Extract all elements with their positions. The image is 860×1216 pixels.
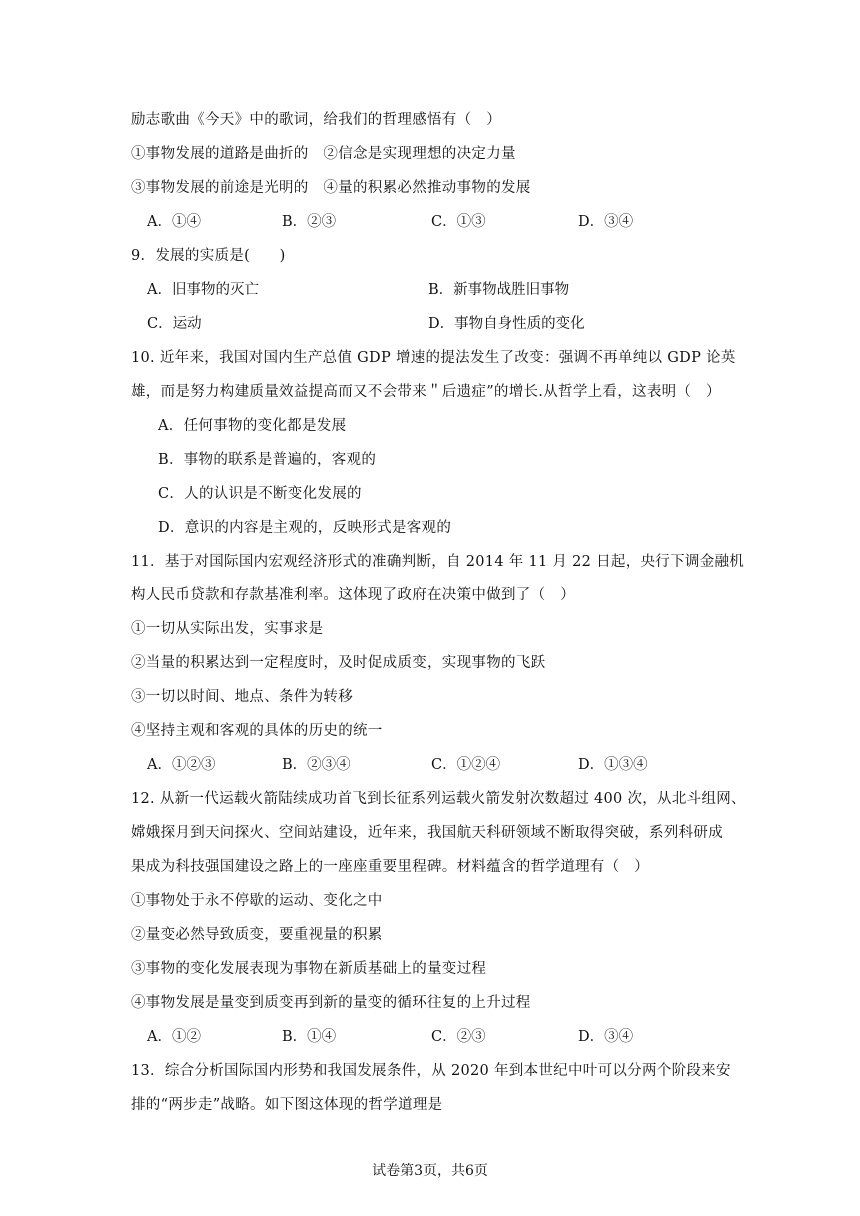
q12-statement: ①事物处于永不停歇的运动、变化之中 bbox=[131, 893, 383, 909]
q9-stem: 9．发展的实质是( ) bbox=[131, 248, 286, 264]
q11-stem-line: 11．基于对国际国内宏观经济形式的准确判断，自 2014 年 11 月 22 日起，央行下调金融机 bbox=[131, 554, 745, 570]
page-footer: 试卷第3页，共6页 bbox=[372, 1163, 488, 1179]
q8-option-c: C．①③ bbox=[431, 214, 486, 230]
q10-option-d: D．意识的内容是主观的，反映形式是客观的 bbox=[158, 520, 452, 536]
q11-option-d: D．①③④ bbox=[578, 757, 648, 773]
q9-option-b: B．新事物战胜旧事物 bbox=[428, 282, 570, 298]
q8-stem: 励志歌曲《今天》中的歌词，给我们的哲理感悟有（ ） bbox=[131, 112, 501, 128]
q11-statement: ②当量的积累达到一定程度时，及时促成质变，实现事物的飞跃 bbox=[131, 655, 546, 671]
q12-statement: ④事物发展是量变到质变再到新的量变的循环往复的上升过程 bbox=[131, 995, 531, 1011]
q11-stem-line: 构人民币贷款和存款基准利率。这体现了政府在决策中做到了（ ） bbox=[131, 587, 575, 603]
q12-statement: ②量变必然导致质变，要重视量的积累 bbox=[131, 927, 383, 943]
q10-option-b: B．事物的联系是普遍的，客观的 bbox=[158, 452, 377, 468]
q8-statement: ①事物发展的道路是曲折的 ②信念是实现理想的决定力量 bbox=[131, 146, 516, 162]
q12-option-d: D．③④ bbox=[578, 1029, 634, 1045]
q11-option-b: B．②③④ bbox=[282, 757, 351, 773]
q11-statement: ③一切以时间、地点、条件为转移 bbox=[131, 689, 353, 705]
q12-option-b: B．①④ bbox=[282, 1029, 337, 1045]
q10-option-a: A．任何事物的变化都是发展 bbox=[158, 418, 347, 434]
q8-option-d: D．③④ bbox=[578, 214, 634, 230]
q12-stem-line: 果成为科技强国建设之路上的一座座重要里程碑。材料蕴含的哲学道理有（ ） bbox=[131, 859, 649, 875]
q10-stem-line: 10. 近年来，我国对国内生产总值 GDP 增速的提法发生了改变：强调不再单纯以 GDP 论英 bbox=[131, 350, 736, 366]
q10-option-c: C．人的认识是不断变化发展的 bbox=[158, 486, 362, 502]
q12-statement: ③事物的变化发展表现为事物在新质基础上的量变过程 bbox=[131, 961, 487, 977]
q12-option-a: A．①② bbox=[147, 1029, 201, 1045]
q12-stem-line: 12. 从新一代运载火箭陆续成功首飞到长征系列运载火箭发射次数超过 400 次，从北斗组网、 bbox=[131, 791, 746, 807]
q12-option-c: C．②③ bbox=[431, 1029, 486, 1045]
q8-statement: ③事物发展的前途是光明的 ④量的积累必然推动事物的发展 bbox=[131, 180, 531, 196]
q8-option-b: B．②③ bbox=[282, 214, 337, 230]
q10-stem-line: 雄，而是努力构建质量效益提高而又不会带来＂后遗症”的增长.从哲学上看，这表明（ ） bbox=[131, 384, 721, 400]
q11-option-c: C．①②④ bbox=[431, 757, 501, 773]
q13-stem-line: 13．综合分析国际国内形势和我国发展条件，从 2020 年到本世纪中叶可以分两个阶段来安 bbox=[131, 1063, 731, 1079]
q9-option-c: C．运动 bbox=[147, 316, 202, 332]
q9-option-a: A．旧事物的灭亡 bbox=[147, 282, 259, 298]
q12-stem-line: 嫦娥探月到天问探火、空间站建设，近年来，我国航天科研领域不断取得突破，系列科研成 bbox=[131, 825, 723, 841]
q11-option-a: A．①②③ bbox=[147, 757, 216, 773]
q11-statement: ④坚持主观和客观的具体的历史的统一 bbox=[131, 723, 383, 739]
q9-option-d: D．事物自身性质的变化 bbox=[428, 316, 585, 332]
q11-statement: ①一切从实际出发，实事求是 bbox=[131, 621, 324, 637]
q8-option-a: A．①④ bbox=[147, 214, 201, 230]
q13-stem-line: 排的“两步走”战略。如下图这体现的哲学道理是 bbox=[131, 1097, 443, 1113]
